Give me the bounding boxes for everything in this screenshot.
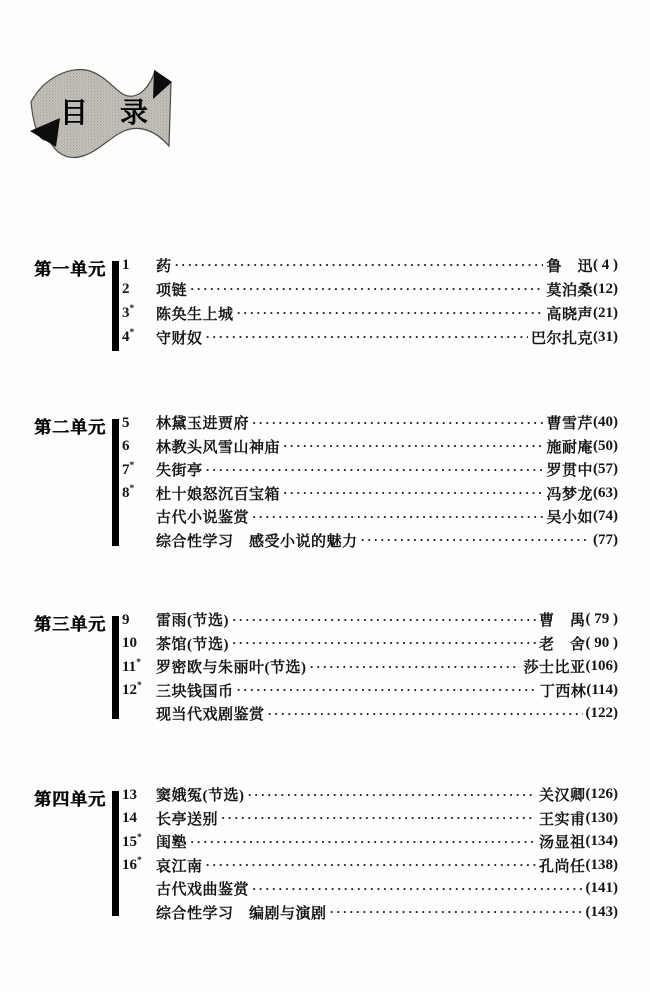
lesson-number	[122, 280, 144, 298]
page-number: (130)	[585, 809, 618, 826]
page-number: (122)	[585, 705, 618, 722]
lesson-title: 药	[156, 258, 172, 275]
page-number: (31)	[593, 328, 618, 345]
toc-row	[122, 458, 618, 482]
lesson-number	[122, 611, 144, 629]
unit-rows	[122, 411, 618, 552]
author-name: 冯梦龙	[546, 486, 593, 503]
page-number: (40)	[593, 414, 618, 431]
unit-bar	[112, 419, 119, 546]
toc-row	[122, 277, 618, 301]
toc-row	[122, 505, 618, 529]
star-mark: *	[137, 832, 142, 843]
toc-row	[122, 482, 618, 506]
row-tail	[539, 784, 618, 805]
lesson-title: 三块钱国币	[156, 683, 234, 700]
page-number: (106)	[585, 658, 618, 675]
lesson-number	[122, 484, 144, 502]
row-tail	[531, 327, 618, 348]
lesson-title: 综合性学习 编剧与演剧	[156, 905, 327, 922]
page-number: (134)	[585, 833, 618, 850]
row-tail	[586, 880, 619, 897]
row-tail	[546, 303, 618, 324]
lesson-title: 哀江南	[156, 858, 203, 875]
toc-row	[122, 877, 618, 901]
lesson-number	[122, 681, 144, 699]
star-mark: *	[137, 681, 142, 692]
toc-row	[122, 783, 618, 807]
author-name: 曹雪芹	[546, 416, 593, 433]
toc-row	[122, 253, 618, 277]
unit-bar	[112, 261, 119, 351]
lesson-title: 雷雨(节选)	[156, 613, 229, 630]
row-tail	[586, 705, 619, 722]
lesson-title: 林黛玉进贾府	[156, 416, 250, 433]
toc-row	[122, 632, 618, 656]
lesson-number	[122, 256, 144, 274]
lesson-number-value: 9	[122, 611, 130, 628]
unit-heading: 第一单元	[34, 260, 106, 279]
toc-row	[122, 301, 618, 325]
contents-banner	[22, 58, 174, 168]
author-name: 莫泊桑	[546, 282, 593, 299]
lesson-title: 失街亭	[156, 463, 203, 480]
toc-row	[122, 411, 618, 435]
lesson-number-value: 5	[122, 414, 130, 431]
dot-leader	[237, 305, 544, 321]
lesson-title: 古代小说鉴赏	[156, 510, 250, 527]
page-number: (50)	[593, 437, 618, 454]
dot-leader	[283, 438, 543, 454]
lesson-number-value: 10	[122, 635, 137, 652]
lesson-number	[122, 414, 144, 432]
author-name: 老 舍	[538, 636, 586, 653]
lesson-number	[122, 658, 144, 676]
dot-leader	[175, 257, 544, 273]
page-number: (114)	[586, 681, 618, 698]
row-tail	[539, 808, 618, 829]
row-tail	[546, 506, 618, 527]
star-mark: *	[129, 484, 135, 495]
dot-leader	[283, 485, 543, 501]
page-number: (138)	[585, 856, 618, 873]
dot-leader	[221, 810, 536, 826]
author-name: 曹 禺	[538, 613, 586, 630]
author-name: 关汉卿	[538, 788, 586, 805]
lesson-number-value: 7	[122, 461, 130, 478]
star-mark: *	[136, 657, 141, 668]
dot-leader	[248, 787, 536, 803]
lesson-title: 茶馆(节选)	[156, 636, 229, 653]
lesson-number	[122, 328, 144, 346]
dot-leader	[252, 881, 582, 897]
row-tail	[546, 483, 618, 504]
unit-bar	[112, 791, 119, 916]
star-mark: *	[137, 856, 142, 867]
author-name: 吴小如	[546, 510, 593, 527]
toc-row	[122, 435, 618, 459]
lesson-title: 综合性学习 感受小说的魅力	[156, 533, 358, 550]
lesson-number	[122, 634, 144, 652]
lesson-number-value: 11	[122, 658, 137, 675]
row-tail	[546, 412, 618, 433]
row-tail	[523, 656, 618, 677]
star-mark: *	[129, 304, 135, 314]
lesson-title: 长亭送别	[156, 811, 219, 828]
page-number: (143)	[585, 903, 618, 920]
page-number: ( 4 )	[593, 256, 618, 273]
toc-row	[122, 901, 618, 925]
dot-leader	[237, 682, 537, 698]
lesson-number	[122, 437, 144, 455]
dot-leader	[206, 857, 536, 873]
lesson-title: 项链	[156, 282, 188, 299]
lesson-number-value: 14	[122, 810, 137, 827]
dot-leader	[310, 659, 521, 675]
unit-heading: 第三单元	[34, 615, 106, 634]
unit-heading: 第四单元	[34, 790, 106, 809]
page-number: ( 79 )	[585, 611, 618, 628]
lesson-title: 窦娥冤(节选)	[156, 788, 245, 805]
page-number: (21)	[593, 304, 618, 321]
toc-row	[122, 807, 618, 831]
row-tail	[546, 255, 618, 276]
lesson-title: 陈奂生上城	[156, 306, 234, 323]
banner-title: 目 录	[60, 97, 151, 128]
author-name: 汤显祖	[538, 835, 586, 852]
row-tail	[546, 279, 618, 300]
author-name: 王实甫	[538, 811, 586, 828]
lesson-title: 守财奴	[156, 330, 203, 347]
dot-leader	[190, 281, 543, 297]
dot-leader	[232, 612, 536, 628]
page-number: (141)	[585, 880, 618, 897]
lesson-number-value: 4	[122, 329, 130, 345]
lesson-number	[122, 833, 144, 851]
page-number: (74)	[593, 508, 618, 525]
lesson-title: 古代戏曲鉴赏	[156, 882, 250, 899]
lesson-number-value: 3	[122, 305, 130, 321]
author-name: 高晓声	[546, 306, 593, 323]
row-tail	[593, 532, 618, 549]
row-tail	[586, 904, 619, 921]
lesson-number	[122, 856, 144, 874]
toc-row	[122, 608, 618, 632]
dot-leader	[330, 904, 583, 920]
author-name: 施耐庵	[546, 439, 593, 456]
page-number: (126)	[585, 786, 618, 803]
row-tail	[539, 609, 618, 630]
toc-row	[122, 854, 618, 878]
dot-leader	[206, 462, 544, 478]
unit-heading: 第二单元	[34, 418, 106, 437]
page-number: (63)	[593, 484, 618, 501]
author-name: 莎士比亚	[523, 660, 586, 677]
toc-row	[122, 702, 618, 726]
lesson-number	[122, 809, 144, 827]
toc-row	[122, 679, 618, 703]
toc-row	[122, 325, 618, 349]
star-mark: *	[129, 460, 135, 471]
row-tail	[540, 680, 618, 701]
page-number: ( 90 )	[585, 634, 618, 651]
author-name: 巴尔扎克	[530, 330, 593, 347]
lesson-number-value: 12	[122, 682, 137, 699]
lesson-number	[122, 304, 144, 322]
unit-rows	[122, 608, 618, 726]
unit-bar	[112, 616, 119, 719]
author-name: 罗贯中	[546, 463, 593, 480]
lesson-number-value: 6	[122, 438, 130, 455]
unit-rows	[122, 783, 618, 924]
dot-leader	[190, 834, 536, 850]
lesson-number-value: 15	[122, 833, 137, 850]
dot-leader	[361, 532, 590, 548]
lesson-number-value: 2	[122, 281, 130, 297]
author-name: 孔尚任	[538, 858, 586, 875]
author-name: 鲁 迅	[546, 258, 593, 275]
toc-row	[122, 529, 618, 553]
lesson-number-value: 16	[122, 857, 137, 874]
row-tail	[539, 855, 618, 876]
row-tail	[539, 831, 618, 852]
lesson-title: 现当代戏剧鉴赏	[156, 707, 265, 724]
dot-leader	[252, 415, 543, 431]
toc-row	[122, 655, 618, 679]
lesson-number	[122, 786, 144, 804]
lesson-title: 闺塾	[156, 835, 188, 852]
lesson-number-value: 13	[122, 786, 137, 803]
lesson-title: 杜十娘怒沉百宝箱	[156, 486, 281, 503]
page-number: (57)	[593, 461, 618, 478]
row-tail	[546, 436, 618, 457]
dot-leader	[252, 509, 543, 525]
lesson-title: 罗密欧与朱丽叶(节选)	[156, 660, 307, 677]
lesson-number-value: 1	[122, 257, 130, 273]
lesson-title: 林教头风雪山神庙	[156, 439, 281, 456]
dot-leader	[206, 329, 528, 345]
dot-leader	[232, 635, 536, 651]
author-name: 丁西林	[539, 683, 587, 700]
lesson-number	[122, 461, 144, 479]
row-tail	[539, 633, 618, 654]
row-tail	[546, 459, 618, 480]
page-number: (77)	[593, 531, 618, 548]
star-mark: *	[129, 328, 135, 338]
dot-leader	[268, 706, 583, 722]
lesson-number-value: 8	[122, 485, 130, 502]
toc-row	[122, 830, 618, 854]
page-number: (12)	[593, 280, 618, 297]
unit-rows	[122, 253, 618, 349]
